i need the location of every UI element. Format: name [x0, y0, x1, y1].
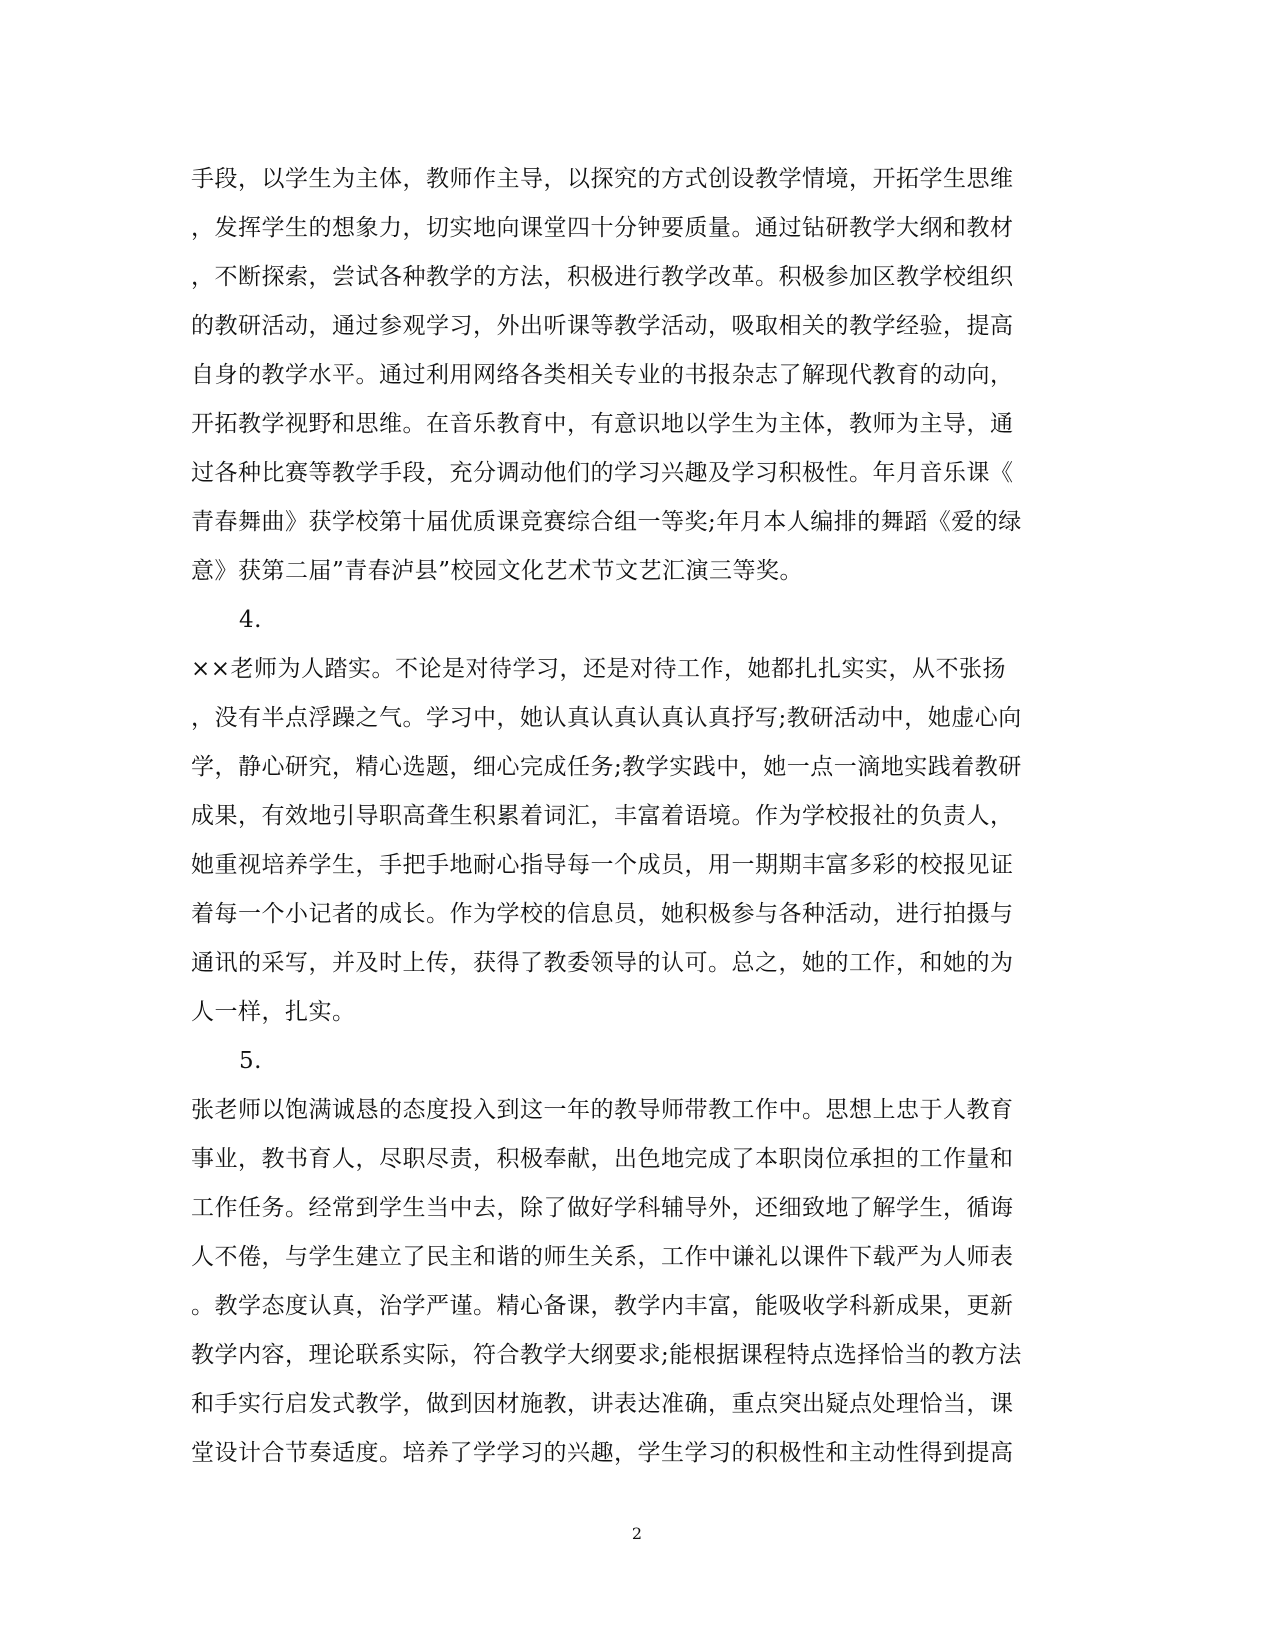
text-line: 着每一个小记者的成长。作为学校的信息员，她积极参与各种活动，进行拍摄与 — [191, 901, 1014, 927]
text-line: 人一样，扎实。 — [191, 999, 356, 1025]
text-line: 。教学态度认真，治学严谨。精心备课，教学内丰富，能吸收学科新成果，更新 — [191, 1293, 1014, 1319]
text-line: ××老师为人踏实。不论是对待学习，还是对待工作，她都扎扎实实，从不张扬 — [191, 656, 1007, 682]
page-number: 2 — [631, 1524, 643, 1543]
text-line: 意》获第二届”青春泸县”校园文化艺术节文艺汇演三等奖。 — [191, 558, 804, 584]
text-line: 自身的教学水平。通过利用网络各类相关专业的书报杂志了解现代教育的动向， — [191, 362, 1014, 388]
section-number: 5. — [239, 1048, 262, 1074]
text-line: 的教研活动，通过参观学习，外出听课等教学活动，吸取相关的教学经验，提高 — [191, 313, 1014, 339]
text-line: 人不倦，与学生建立了民主和谐的师生关系，工作中谦礼以课件下载严为人师表 — [191, 1244, 1014, 1270]
text-line: 开拓教学视野和思维。在音乐教育中，有意识地以学生为主体，教师为主导，通 — [191, 411, 1014, 437]
text-line: 她重视培养学生，手把手地耐心指导每一个成员，用一期期丰富多彩的校报见证 — [191, 852, 1014, 878]
text-line: 堂设计合节奏适度。培养了学学习的兴趣，学生学习的积极性和主动性得到提高 — [191, 1440, 1014, 1466]
text-line: 通讯的采写，并及时上传，获得了教委领导的认可。总之，她的工作，和她的为 — [191, 950, 1014, 976]
text-line: 事业，教书育人，尽职尽责，积极奉献，出色地完成了本职岗位承担的工作量和 — [191, 1146, 1014, 1172]
text-line: 学，静心研究，精心选题，细心完成任务;教学实践中，她一点一滴地实践着教研 — [191, 754, 1022, 780]
text-line: 手段，以学生为主体，教师作主导，以探究的方式创设教学情境，开拓学生思维 — [191, 166, 1014, 192]
text-line: 青春舞曲》获学校第十届优质课竞赛综合组一等奖;年月本人编排的舞蹈《爱的绿 — [191, 509, 1022, 535]
text-line: ，不断探索，尝试各种教学的方法，积极进行教学改革。积极参加区教学校组织 — [191, 264, 1014, 290]
text-line: 张老师以饱满诚恳的态度投入到这一年的教导师带教工作中。思想上忠于人教育 — [191, 1097, 1014, 1123]
text-line: 过各种比赛等教学手段，充分调动他们的学习兴趣及学习积极性。年月音乐课《 — [191, 460, 1014, 486]
body-text — [191, 155, 1091, 1478]
text-line: ，发挥学生的想象力，切实地向课堂四十分钟要质量。通过钻研教学大纲和教材 — [191, 215, 1014, 241]
text-line: 教学内容，理论联系实际，符合教学大纲要求;能根据课程特点选择恰当的教方法 — [191, 1342, 1022, 1368]
text-line: 工作任务。经常到学生当中去，除了做好学科辅导外，还细致地了解学生，循诲 — [191, 1195, 1014, 1221]
text-line: ，没有半点浮躁之气。学习中，她认真认真认真认真抒写;教研活动中，她虚心向 — [191, 705, 1022, 731]
text-line: 成果，有效地引导职高聋生积累着词汇，丰富着语境。作为学校报社的负责人， — [191, 803, 1014, 829]
text-line: 和手实行启发式教学，做到因材施教，讲表达准确，重点突出疑点处理恰当，课 — [191, 1391, 1014, 1417]
section-number: 4. — [239, 607, 262, 633]
